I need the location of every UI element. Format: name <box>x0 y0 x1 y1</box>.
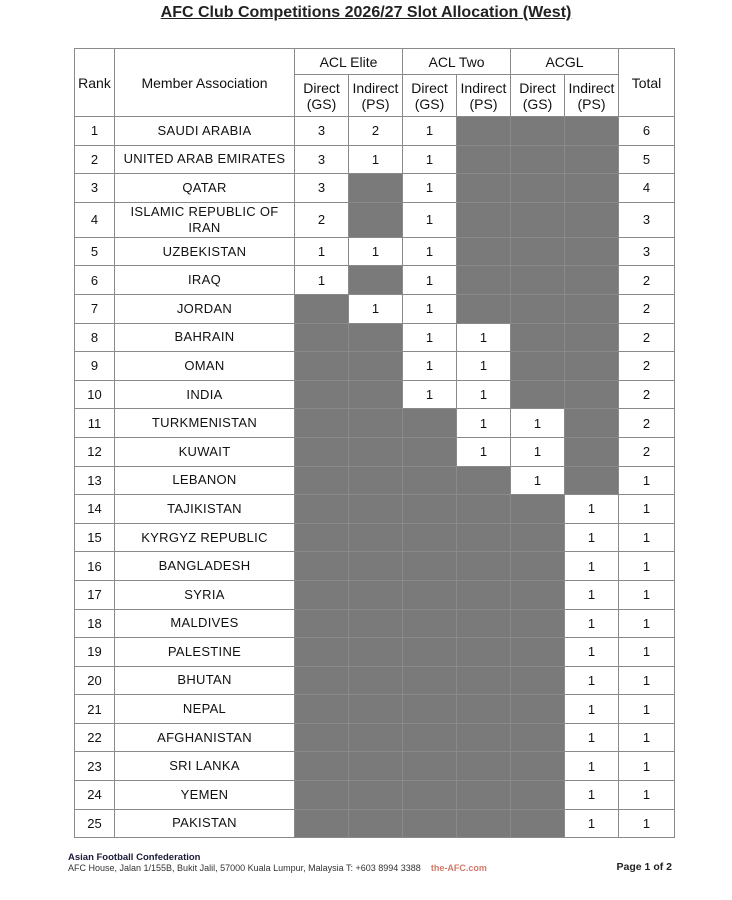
unavailable-slot-cell <box>565 380 619 409</box>
association-cell: QATAR <box>115 174 295 203</box>
unavailable-slot-cell <box>295 609 349 638</box>
slot-cell: 1 <box>565 781 619 810</box>
slot-cell: 1 <box>565 609 619 638</box>
unavailable-slot-cell <box>295 466 349 495</box>
unavailable-slot-cell <box>295 380 349 409</box>
total-cell: 2 <box>619 437 675 466</box>
unavailable-slot-cell <box>349 174 403 203</box>
slot-cell: 1 <box>565 523 619 552</box>
table-row <box>75 580 675 609</box>
unavailable-slot-cell <box>349 495 403 524</box>
unavailable-slot-cell <box>349 352 403 381</box>
rank-cell: 5 <box>75 237 115 266</box>
table-row <box>75 323 675 352</box>
unavailable-slot-cell <box>403 552 457 581</box>
table-row <box>75 666 675 695</box>
unavailable-slot-cell <box>457 723 511 752</box>
footer-address: AFC House, Jalan 1/155B, Bukit Jalil, 57000 Kuala Lumpur, Malaysia T: +603 8994 3388 <box>68 863 421 873</box>
unavailable-slot-cell <box>511 380 565 409</box>
unavailable-slot-cell <box>349 466 403 495</box>
table-row <box>75 552 675 581</box>
association-cell: ISLAMIC REPUBLIC OF IRAN <box>115 202 295 237</box>
table-row <box>75 437 675 466</box>
total-cell: 1 <box>619 666 675 695</box>
unavailable-slot-cell <box>403 437 457 466</box>
total-cell: 1 <box>619 495 675 524</box>
unavailable-slot-cell <box>511 237 565 266</box>
unavailable-slot-cell <box>457 523 511 552</box>
unavailable-slot-cell <box>565 237 619 266</box>
total-cell: 2 <box>619 380 675 409</box>
slot-cell: 1 <box>457 380 511 409</box>
unavailable-slot-cell <box>457 294 511 323</box>
slot-cell: 1 <box>565 809 619 838</box>
rank-cell: 12 <box>75 437 115 466</box>
slot-cell: 1 <box>403 202 457 237</box>
unavailable-slot-cell <box>565 174 619 203</box>
unavailable-slot-cell <box>565 409 619 438</box>
slot-cell: 1 <box>565 723 619 752</box>
rank-cell: 2 <box>75 145 115 174</box>
slot-cell: 1 <box>565 752 619 781</box>
unavailable-slot-cell <box>349 323 403 352</box>
association-cell: NEPAL <box>115 695 295 724</box>
table-row <box>75 380 675 409</box>
unavailable-slot-cell <box>511 323 565 352</box>
unavailable-slot-cell <box>511 723 565 752</box>
unavailable-slot-cell <box>457 752 511 781</box>
unavailable-slot-cell <box>457 202 511 237</box>
unavailable-slot-cell <box>511 666 565 695</box>
association-cell: UZBEKISTAN <box>115 237 295 266</box>
rank-cell: 15 <box>75 523 115 552</box>
rank-cell: 22 <box>75 723 115 752</box>
total-cell: 1 <box>619 809 675 838</box>
unavailable-slot-cell <box>511 202 565 237</box>
unavailable-slot-cell <box>349 266 403 295</box>
slot-cell: 1 <box>403 237 457 266</box>
unavailable-slot-cell <box>403 409 457 438</box>
rank-cell: 6 <box>75 266 115 295</box>
table-row <box>75 352 675 381</box>
unavailable-slot-cell <box>349 638 403 667</box>
unavailable-slot-cell <box>511 266 565 295</box>
association-cell: BAHRAIN <box>115 323 295 352</box>
total-cell: 1 <box>619 723 675 752</box>
total-cell: 1 <box>619 695 675 724</box>
table-row <box>75 145 675 174</box>
association-cell: AFGHANISTAN <box>115 723 295 752</box>
unavailable-slot-cell <box>403 638 457 667</box>
direct-subheader: Direct (GS) <box>403 75 457 117</box>
total-cell: 2 <box>619 266 675 295</box>
unavailable-slot-cell <box>349 695 403 724</box>
unavailable-slot-cell <box>565 202 619 237</box>
unavailable-slot-cell <box>511 638 565 667</box>
unavailable-slot-cell <box>349 437 403 466</box>
association-cell: PAKISTAN <box>115 809 295 838</box>
rank-cell: 25 <box>75 809 115 838</box>
total-cell: 3 <box>619 202 675 237</box>
unavailable-slot-cell <box>511 523 565 552</box>
total-cell: 2 <box>619 352 675 381</box>
slot-cell: 2 <box>349 117 403 146</box>
association-cell: JORDAN <box>115 294 295 323</box>
unavailable-slot-cell <box>565 323 619 352</box>
unavailable-slot-cell <box>511 809 565 838</box>
table-row <box>75 294 675 323</box>
rank-cell: 23 <box>75 752 115 781</box>
slot-cell: 1 <box>565 666 619 695</box>
association-cell: SAUDI ARABIA <box>115 117 295 146</box>
total-cell: 1 <box>619 638 675 667</box>
unavailable-slot-cell <box>295 352 349 381</box>
unavailable-slot-cell <box>295 437 349 466</box>
association-cell: KYRGYZ REPUBLIC <box>115 523 295 552</box>
association-cell: OMAN <box>115 352 295 381</box>
slot-cell: 1 <box>403 266 457 295</box>
unavailable-slot-cell <box>565 266 619 295</box>
unavailable-slot-cell <box>403 609 457 638</box>
unavailable-slot-cell <box>511 580 565 609</box>
unavailable-slot-cell <box>511 609 565 638</box>
unavailable-slot-cell <box>457 638 511 667</box>
table-row <box>75 523 675 552</box>
unavailable-slot-cell <box>295 666 349 695</box>
association-cell: PALESTINE <box>115 638 295 667</box>
unavailable-slot-cell <box>295 323 349 352</box>
unavailable-slot-cell <box>295 723 349 752</box>
rank-cell: 17 <box>75 580 115 609</box>
unavailable-slot-cell <box>457 117 511 146</box>
footer-website: the-AFC.com <box>430 863 487 873</box>
unavailable-slot-cell <box>403 723 457 752</box>
unavailable-slot-cell <box>403 495 457 524</box>
unavailable-slot-cell <box>457 266 511 295</box>
unavailable-slot-cell <box>349 523 403 552</box>
unavailable-slot-cell <box>565 294 619 323</box>
unavailable-slot-cell <box>511 781 565 810</box>
slot-cell: 3 <box>295 145 349 174</box>
rank-cell: 7 <box>75 294 115 323</box>
unavailable-slot-cell <box>403 752 457 781</box>
unavailable-slot-cell <box>295 638 349 667</box>
unavailable-slot-cell <box>349 609 403 638</box>
unavailable-slot-cell <box>349 409 403 438</box>
rank-cell: 19 <box>75 638 115 667</box>
unavailable-slot-cell <box>349 666 403 695</box>
unavailable-slot-cell <box>295 809 349 838</box>
rank-cell: 18 <box>75 609 115 638</box>
slot-cell: 1 <box>457 409 511 438</box>
unavailable-slot-cell <box>403 781 457 810</box>
association-cell: KUWAIT <box>115 437 295 466</box>
total-cell: 1 <box>619 580 675 609</box>
total-cell: 3 <box>619 237 675 266</box>
rank-cell: 16 <box>75 552 115 581</box>
slot-cell: 3 <box>295 117 349 146</box>
association-cell: UNITED ARAB EMIRATES <box>115 145 295 174</box>
total-cell: 1 <box>619 752 675 781</box>
unavailable-slot-cell <box>565 117 619 146</box>
unavailable-slot-cell <box>349 809 403 838</box>
indirect-subheader: Indirect (PS) <box>565 75 619 117</box>
unavailable-slot-cell <box>403 466 457 495</box>
unavailable-slot-cell <box>403 809 457 838</box>
footer-organisation: Asian Football Confederation <box>68 852 201 863</box>
total-header: Total <box>619 49 675 117</box>
association-cell: YEMEN <box>115 781 295 810</box>
slot-cell: 1 <box>511 466 565 495</box>
unavailable-slot-cell <box>457 609 511 638</box>
unavailable-slot-cell <box>295 523 349 552</box>
table-row <box>75 638 675 667</box>
indirect-subheader: Indirect (PS) <box>349 75 403 117</box>
unavailable-slot-cell <box>295 752 349 781</box>
slot-cell: 1 <box>565 695 619 724</box>
unavailable-slot-cell <box>349 552 403 581</box>
footer <box>68 852 487 873</box>
total-cell: 1 <box>619 523 675 552</box>
unavailable-slot-cell <box>565 466 619 495</box>
acgl-header: ACGL <box>511 49 619 75</box>
slot-cell: 1 <box>349 237 403 266</box>
table-row <box>75 723 675 752</box>
table-row <box>75 752 675 781</box>
table-row <box>75 117 675 146</box>
total-cell: 1 <box>619 609 675 638</box>
rank-cell: 10 <box>75 380 115 409</box>
slot-cell: 1 <box>565 638 619 667</box>
table-row <box>75 466 675 495</box>
association-cell: TAJIKISTAN <box>115 495 295 524</box>
slot-cell: 1 <box>403 323 457 352</box>
rank-header: Rank <box>75 49 115 117</box>
rank-cell: 13 <box>75 466 115 495</box>
page-title: AFC Club Competitions 2026/27 Slot Allocation (West) <box>160 4 572 21</box>
acl-two-header: ACL Two <box>403 49 511 75</box>
slot-cell: 2 <box>295 202 349 237</box>
total-cell: 6 <box>619 117 675 146</box>
total-cell: 1 <box>619 552 675 581</box>
direct-subheader: Direct (GS) <box>511 75 565 117</box>
association-cell: BHUTAN <box>115 666 295 695</box>
slot-cell: 1 <box>403 174 457 203</box>
indirect-subheader: Indirect (PS) <box>457 75 511 117</box>
unavailable-slot-cell <box>457 781 511 810</box>
table-row <box>75 609 675 638</box>
unavailable-slot-cell <box>403 523 457 552</box>
unavailable-slot-cell <box>295 409 349 438</box>
unavailable-slot-cell <box>511 294 565 323</box>
unavailable-slot-cell <box>457 145 511 174</box>
unavailable-slot-cell <box>403 695 457 724</box>
association-cell: BANGLADESH <box>115 552 295 581</box>
rank-cell: 24 <box>75 781 115 810</box>
table-row <box>75 237 675 266</box>
slot-cell: 1 <box>403 117 457 146</box>
direct-subheader: Direct (GS) <box>295 75 349 117</box>
unavailable-slot-cell <box>403 580 457 609</box>
unavailable-slot-cell <box>457 552 511 581</box>
slot-allocation-table <box>74 48 675 838</box>
slot-cell: 1 <box>403 294 457 323</box>
unavailable-slot-cell <box>565 145 619 174</box>
total-cell: 2 <box>619 323 675 352</box>
table-row <box>75 202 675 237</box>
unavailable-slot-cell <box>511 695 565 724</box>
slot-cell: 1 <box>457 323 511 352</box>
unavailable-slot-cell <box>457 237 511 266</box>
unavailable-slot-cell <box>511 552 565 581</box>
slot-cell: 1 <box>565 552 619 581</box>
slot-cell: 3 <box>295 174 349 203</box>
unavailable-slot-cell <box>349 723 403 752</box>
unavailable-slot-cell <box>349 380 403 409</box>
unavailable-slot-cell <box>349 781 403 810</box>
total-cell: 1 <box>619 466 675 495</box>
slot-cell: 1 <box>511 409 565 438</box>
acl-elite-header: ACL Elite <box>295 49 403 75</box>
slot-cell: 1 <box>565 580 619 609</box>
unavailable-slot-cell <box>349 202 403 237</box>
page-number: Page 1 of 2 <box>616 861 672 873</box>
unavailable-slot-cell <box>457 466 511 495</box>
association-cell: MALDIVES <box>115 609 295 638</box>
slot-cell: 1 <box>403 145 457 174</box>
association-cell: SYRIA <box>115 580 295 609</box>
slot-cell: 1 <box>349 145 403 174</box>
table-row <box>75 174 675 203</box>
slot-cell: 1 <box>457 352 511 381</box>
total-cell: 2 <box>619 294 675 323</box>
association-cell: IRAQ <box>115 266 295 295</box>
table-row <box>75 781 675 810</box>
unavailable-slot-cell <box>349 752 403 781</box>
slot-cell: 1 <box>403 380 457 409</box>
unavailable-slot-cell <box>295 580 349 609</box>
total-cell: 5 <box>619 145 675 174</box>
table-row <box>75 809 675 838</box>
unavailable-slot-cell <box>295 495 349 524</box>
rank-cell: 14 <box>75 495 115 524</box>
rank-cell: 9 <box>75 352 115 381</box>
association-header: Member Association <box>115 49 295 117</box>
rank-cell: 8 <box>75 323 115 352</box>
rank-cell: 4 <box>75 202 115 237</box>
unavailable-slot-cell <box>295 781 349 810</box>
slot-cell: 1 <box>295 237 349 266</box>
slot-cell: 1 <box>403 352 457 381</box>
rank-cell: 1 <box>75 117 115 146</box>
unavailable-slot-cell <box>295 695 349 724</box>
unavailable-slot-cell <box>457 695 511 724</box>
unavailable-slot-cell <box>457 495 511 524</box>
unavailable-slot-cell <box>403 666 457 695</box>
unavailable-slot-cell <box>511 174 565 203</box>
table-row <box>75 266 675 295</box>
association-cell: SRI LANKA <box>115 752 295 781</box>
unavailable-slot-cell <box>511 145 565 174</box>
table-row <box>75 695 675 724</box>
slot-cell: 1 <box>295 266 349 295</box>
unavailable-slot-cell <box>511 117 565 146</box>
rank-cell: 11 <box>75 409 115 438</box>
slot-cell: 1 <box>511 437 565 466</box>
association-cell: TURKMENISTAN <box>115 409 295 438</box>
slot-cell: 1 <box>565 495 619 524</box>
unavailable-slot-cell <box>295 552 349 581</box>
table-row <box>75 409 675 438</box>
table-row <box>75 495 675 524</box>
unavailable-slot-cell <box>457 666 511 695</box>
unavailable-slot-cell <box>511 752 565 781</box>
unavailable-slot-cell <box>457 580 511 609</box>
unavailable-slot-cell <box>349 580 403 609</box>
rank-cell: 20 <box>75 666 115 695</box>
association-cell: LEBANON <box>115 466 295 495</box>
unavailable-slot-cell <box>511 495 565 524</box>
slot-cell: 1 <box>349 294 403 323</box>
unavailable-slot-cell <box>457 809 511 838</box>
total-cell: 4 <box>619 174 675 203</box>
total-cell: 2 <box>619 409 675 438</box>
unavailable-slot-cell <box>295 294 349 323</box>
total-cell: 1 <box>619 781 675 810</box>
unavailable-slot-cell <box>565 437 619 466</box>
association-cell: INDIA <box>115 380 295 409</box>
unavailable-slot-cell <box>511 352 565 381</box>
rank-cell: 3 <box>75 174 115 203</box>
slot-cell: 1 <box>457 437 511 466</box>
rank-cell: 21 <box>75 695 115 724</box>
unavailable-slot-cell <box>565 352 619 381</box>
unavailable-slot-cell <box>457 174 511 203</box>
